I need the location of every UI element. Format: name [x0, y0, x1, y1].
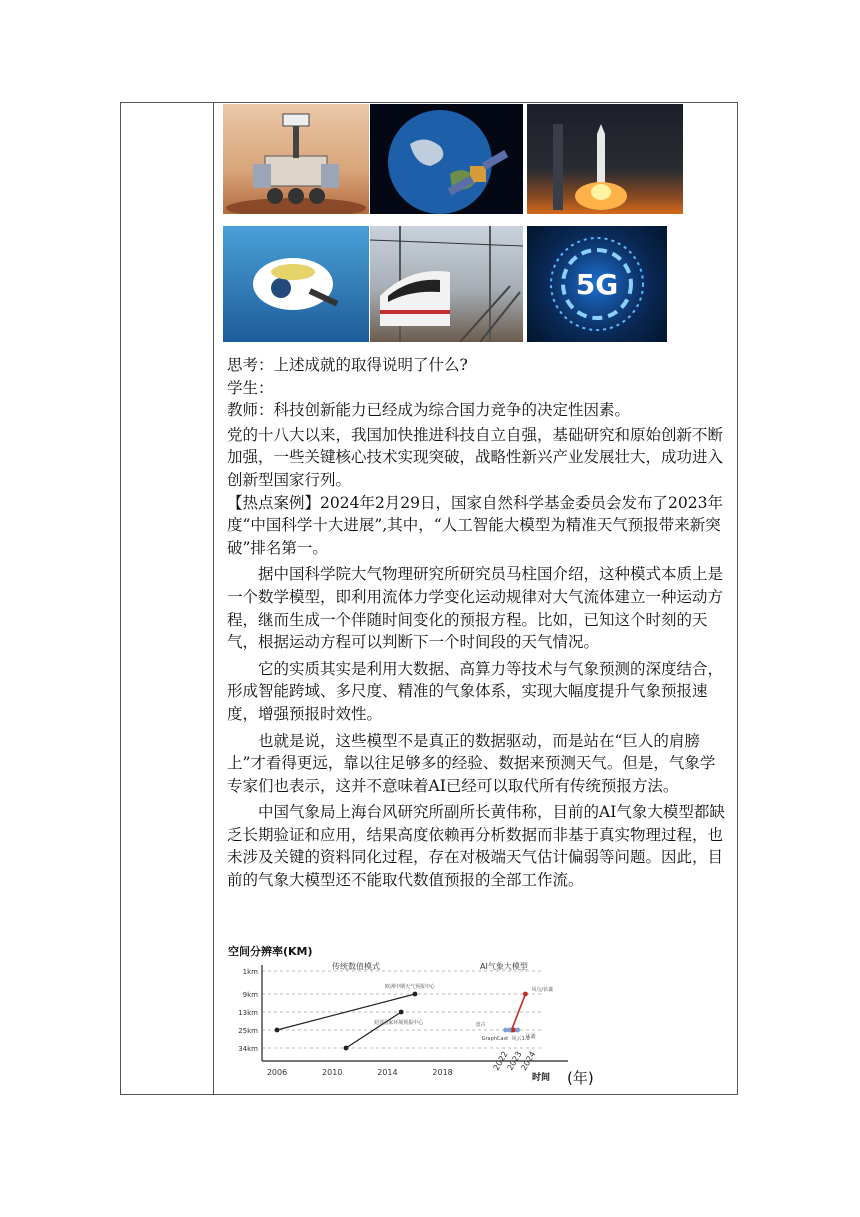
5g-image [527, 226, 667, 342]
student-answer: 学生： [227, 378, 274, 397]
data-point [523, 992, 528, 997]
submersible-image [223, 226, 369, 342]
y-tick-label: 9km [242, 991, 258, 999]
x-tick-label: 2014 [377, 1068, 398, 1077]
x-tick-label: 2024 [519, 1049, 538, 1072]
table-column-divider [213, 102, 214, 1095]
y-tick-label: 1km [242, 968, 258, 976]
x-axis-title: 时间 [532, 1073, 551, 1083]
data-point [275, 1028, 280, 1033]
y-tick-labels [238, 968, 258, 1053]
data-point [413, 992, 418, 997]
x-tick-label: 2010 [322, 1068, 343, 1077]
x-tick-labels [267, 1050, 537, 1077]
x-axis-unit: (年) [567, 1069, 594, 1087]
lesson-text [227, 354, 727, 892]
mars-rover-image [223, 104, 369, 214]
teacher-answer: 教师：科技创新能力已经成为综合国力竞争的决定性因素。 [227, 401, 631, 420]
rocket-launch-image [527, 104, 683, 214]
point-label: 伏羲 [525, 1034, 536, 1040]
paragraph-essence: 它的实质其实是利用大数据、高算力等技术与气象预测的深度结合，形成智能跨域、多尺度、精准的气象体系，实现大幅度提升气象预报速度，增强预报时效性。 [227, 659, 724, 723]
y-tick-label: 13km [238, 1009, 258, 1017]
paragraph-progress: 党的十八大以来，我国加快推进科技自立自强，基础研究和原始创新不断加强，一些关键核心技术实现突破，战略性新兴产业发展壮大，成功进入创新型国家行列。 [227, 425, 724, 489]
5g-label: 5G [575, 268, 619, 301]
point-label: 风乌/伏羲 [531, 987, 554, 993]
section-label-traditional: 传统数值模式 [332, 962, 380, 971]
point-label: 欧洲中期天气预报中心 [385, 984, 436, 990]
satellite-earth-image [370, 104, 523, 214]
paragraph-model: 据中国科学院大气物理研究所研究员马柱国介绍，这种模式本质上是一个数学模型，即利用流体力学变化运动规律对大气流体建立一种运动方程，继而生成一个伴随时间变化的预报方程。比如，已知这个时刻的天气，根据运动方程可以判断下一个时间段的天气情况。 [227, 565, 724, 652]
paragraph-expert: 中国气象局上海台风研究所副所长黄伟称，目前的AI气象大模型都缺乏长期验证和应用，结果高度依赖再分析数据而非基于真实物理过程，也未涉及关键的资料同化过程，存在对极端天气估计偏弱等问题。因此，目前的气象大模型还不能取代数值预报的全部工作流。 [227, 803, 725, 890]
point-label: 风云1.0 [511, 1036, 530, 1042]
y-tick-label: 34km [238, 1045, 258, 1053]
data-point [399, 1010, 404, 1015]
resolution-chart [222, 941, 602, 1091]
point-label: 美国国家环境预报中心 [373, 1020, 424, 1026]
hot-case: 【热点案例】2024年2月29日，国家自然科学基金委员会发布了2023年度“中国科学十大进展”,其中，“人工智能大模型为精准天气预报带来新突破”排名第一。 [227, 493, 723, 557]
bullet-train-image [370, 226, 523, 342]
x-tick-label: 2023 [505, 1049, 524, 1072]
data-point [344, 1046, 349, 1051]
x-tick-label: 2022 [491, 1049, 510, 1072]
y-tick-label: 25km [238, 1027, 258, 1035]
chart-series [275, 983, 553, 1050]
point-label: 盘古 [475, 1022, 486, 1028]
y-axis-title: 空间分辨率(KM) [228, 945, 313, 958]
x-tick-label: 2006 [266, 1068, 288, 1077]
x-tick-label: 2018 [432, 1068, 453, 1077]
think-question: 思考：上述成就的取得说明了什么? [227, 356, 468, 374]
point-label: GraphCast [481, 1036, 509, 1042]
series-line [512, 994, 526, 1030]
paragraph-giants: 也就是说，这些模型不是真正的数据驱动，而是站在“巨人的肩膀上”才看得更远，靠以往足够多的经验、数据来预测天气。但是，气象学专家们也表示，这并不意味着AI已经可以取代所有传统预报方法。 [227, 731, 716, 795]
section-label-ai: AI气象大模型 [480, 962, 528, 971]
data-point [515, 1028, 520, 1033]
